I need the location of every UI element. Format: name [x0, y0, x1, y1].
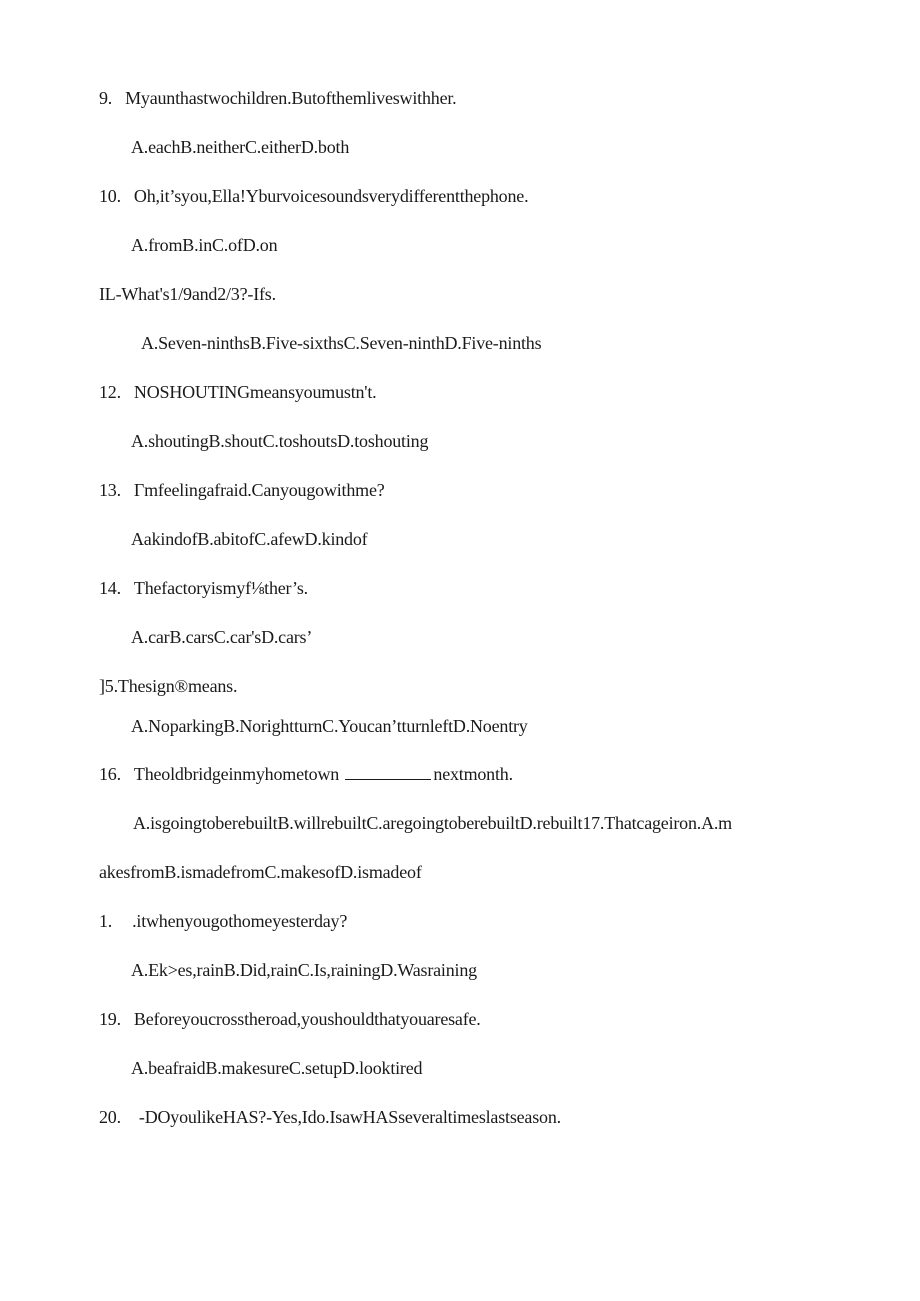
question-stem: What's1/9and2/3?-Ifs.	[121, 284, 276, 304]
question-16-options: A.isgoingtoberebuiltB.willrebuiltC.aregoingtoberebuiltD.rebuilt17.Thatcageiron.A.m	[133, 813, 732, 833]
question-10	[99, 185, 528, 207]
question-10-options: A.fromB.inC.ofD.on	[131, 235, 278, 255]
question-number: IL-	[99, 284, 122, 304]
question-15	[99, 675, 237, 697]
question-stem: Oh,it’syou,Ella!Yburvoicesoundsverydifferentthephone.	[133, 186, 529, 206]
question-number: 13.	[99, 480, 121, 500]
question-16	[99, 763, 513, 785]
question-9	[99, 87, 456, 109]
question-13-options: AakindofB.abitofC.afewD.kindof	[131, 529, 368, 549]
question-17-options-continued: akesfromB.ismadefromC.makesofD.ismadeof	[99, 862, 422, 882]
question-11-options: A.Seven-ninthsB.Five-sixthsC.Seven-ninthD.Five-ninths	[141, 333, 542, 353]
question-9-options: A.eachB.neitherC.eitherD.both	[131, 137, 350, 157]
question-14-options: A.carB.carsC.car'sD.cars’	[131, 627, 313, 647]
question-15-options: A.NoparkingB.NorightturnC.Youcan’tturnleftD.Noentry	[131, 716, 528, 736]
question-number: ]5.	[99, 676, 118, 696]
question-stem-before: Theoldbridgeinmyhometown	[133, 764, 340, 784]
question-12	[99, 381, 376, 403]
question-number: 9.	[99, 88, 113, 108]
question-number: 19.	[99, 1009, 121, 1029]
question-18	[99, 910, 347, 932]
question-number: 10.	[99, 186, 121, 206]
question-stem: Γmfeelingafraid.Canyougowithme?	[133, 480, 385, 500]
question-14	[99, 577, 308, 599]
question-19-options: A.beafraidB.makesureC.setupD.looktired	[131, 1058, 423, 1078]
question-number: 16.	[99, 764, 121, 784]
question-stem: .itwhenyougothomeyesterday?	[132, 911, 348, 931]
question-stem: Beforeyoucrosstheroad,youshouldthatyouaresafe.	[133, 1009, 481, 1029]
question-18-options: A.Ek>es,rainB.Did,rainC.Is,rainingD.Wasraining	[131, 960, 477, 980]
question-20	[99, 1106, 561, 1128]
question-stem: Thefactoryismyf⅛ther’s.	[133, 578, 308, 598]
question-13	[99, 479, 385, 501]
question-stem: -DOyoulikeHAS?-Yes,Ido.IsawHASseveraltimeslastseason.	[138, 1107, 561, 1127]
question-stem: Thesign®means.	[117, 676, 238, 696]
question-stem-after: nextmonth.	[433, 764, 513, 784]
question-19	[99, 1008, 481, 1030]
question-stem: Myaunthastwochildren.Butofthemliveswithher.	[125, 88, 457, 108]
question-number: 1.	[99, 911, 113, 931]
question-number: 12.	[99, 382, 121, 402]
answer-blank	[345, 765, 431, 780]
question-number: 14.	[99, 578, 121, 598]
question-11	[99, 283, 276, 305]
question-stem: NOSHOUTINGmeansyoumustn't.	[133, 382, 377, 402]
question-number: 20.	[99, 1107, 121, 1127]
question-12-options: A.shoutingB.shoutC.toshoutsD.toshouting	[131, 431, 429, 451]
